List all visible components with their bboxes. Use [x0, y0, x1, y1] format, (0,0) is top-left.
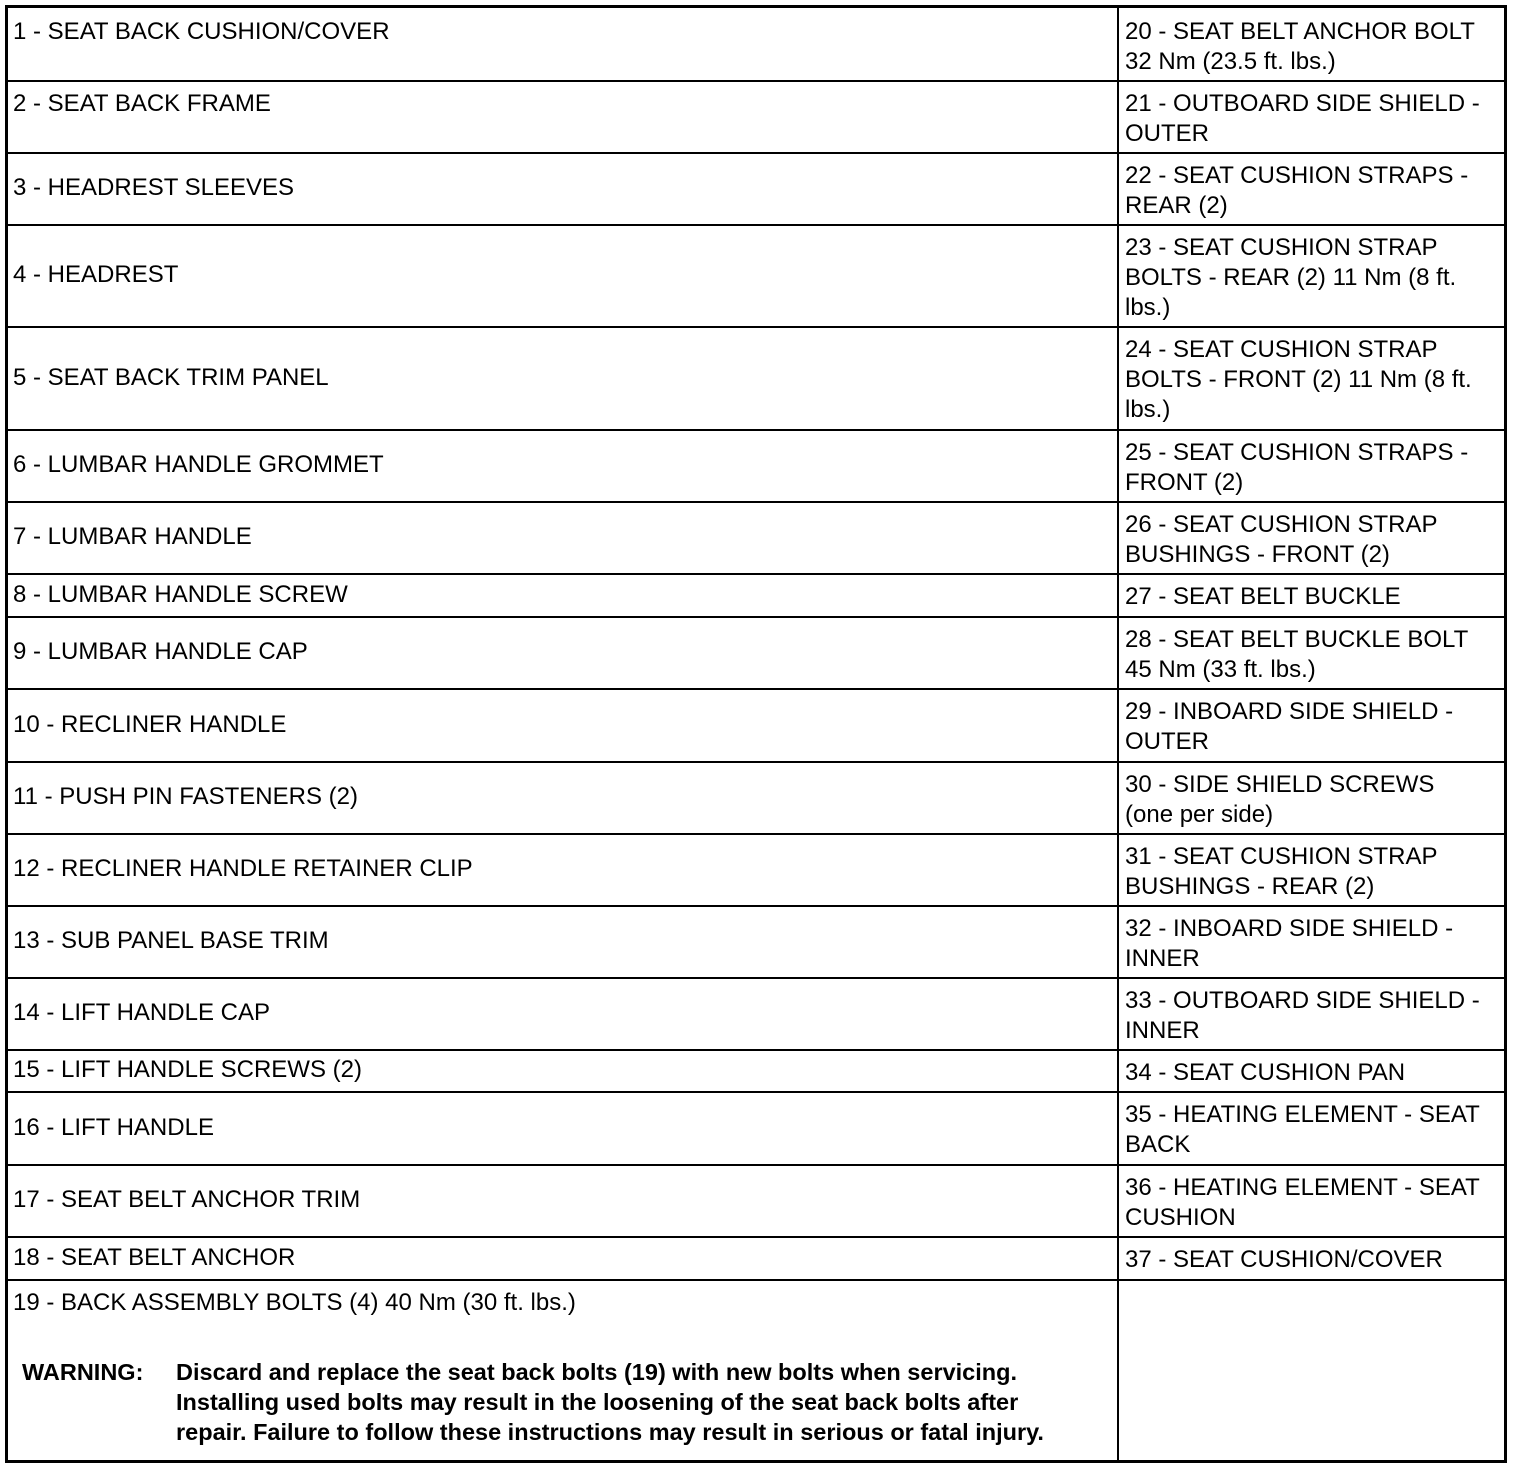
right-cell [1119, 152, 1504, 224]
part-label: 22 - SEAT CUSHION STRAPS - REAR (2) [1125, 162, 1469, 219]
part-label: 25 - SEAT CUSHION STRAPS - FRONT (2) [1125, 439, 1469, 496]
part-label: 37 - SEAT CUSHION/COVER [1125, 1246, 1443, 1273]
left-cell [8, 905, 1119, 977]
table-row [8, 688, 1504, 763]
right-cell-empty [1119, 1279, 1504, 1460]
part-label: 24 - SEAT CUSHION STRAP BOLTS - FRONT (2) 11 Nm (8 ft. lbs.) [1125, 336, 1472, 423]
table-row [8, 616, 1504, 690]
table-row [8, 429, 1504, 503]
table-row [8, 905, 1504, 979]
right-cell [1119, 977, 1504, 1049]
part-label: 4 - HEADREST [13, 261, 179, 288]
part-label: 12 - RECLINER HANDLE RETAINER CLIP [13, 855, 473, 882]
table-row [8, 501, 1504, 575]
part-label: 35 - HEATING ELEMENT - SEAT BACK [1125, 1101, 1480, 1158]
part-label: 5 - SEAT BACK TRIM PANEL [13, 363, 329, 391]
part-label: 2 - SEAT BACK FRAME [13, 90, 271, 117]
right-cell [1119, 616, 1504, 688]
left-cell [8, 833, 1119, 905]
left-cell [8, 977, 1119, 1049]
warning-text: Discard and replace the seat back bolts (19) with new bolts when servicing. Installing used bolts may result in the loosening of the seat back bolts after repair. Failure to follow these instructions may result in serious or fatal injury. [176, 1359, 1044, 1445]
right-cell [1119, 326, 1504, 429]
table-row [8, 152, 1504, 226]
left-cell [8, 152, 1119, 224]
part-label: 1 - SEAT BACK CUSHION/COVER [13, 18, 390, 45]
part-label: 26 - SEAT CUSHION STRAP BUSHINGS - FRONT (2) [1125, 511, 1438, 568]
right-cell [1119, 224, 1504, 326]
part-label: 18 - SEAT BELT ANCHOR [13, 1243, 296, 1271]
part-label: 10 - RECLINER HANDLE [13, 710, 287, 738]
part-label: 15 - LIFT HANDLE SCREWS (2) [13, 1056, 362, 1083]
right-cell [1119, 573, 1504, 616]
part-label: 27 - SEAT BELT BUCKLE [1125, 583, 1401, 610]
table-row [8, 1091, 1504, 1166]
part-label: 13 - SUB PANEL BASE TRIM [13, 927, 329, 954]
right-cell [1119, 1236, 1504, 1279]
part-label: 7 - LUMBAR HANDLE [13, 523, 252, 550]
left-cell [8, 224, 1119, 326]
warning-label: WARNING: [22, 1359, 144, 1385]
part-label: 32 - INBOARD SIDE SHIELD - INNER [1125, 915, 1454, 972]
right-cell [1119, 501, 1504, 573]
table-row [8, 1164, 1504, 1238]
right-cell [1119, 8, 1504, 80]
table-row [8, 326, 1504, 431]
left-cell [8, 1049, 1119, 1091]
left-cell [8, 8, 1119, 80]
part-label: 29 - INBOARD SIDE SHIELD - OUTER [1125, 698, 1454, 755]
left-cell [8, 1091, 1119, 1164]
part-label: 28 - SEAT BELT BUCKLE BOLT 45 Nm (33 ft. lbs.) [1125, 626, 1469, 683]
warning-note [22, 1357, 1112, 1447]
parts-legend-table [5, 5, 1507, 1463]
table-row [8, 1236, 1504, 1281]
left-cell [8, 573, 1119, 616]
table-row [8, 833, 1504, 907]
left-cell [8, 1279, 1119, 1460]
table-row [8, 1279, 1504, 1460]
part-label: 34 - SEAT CUSHION PAN [1125, 1059, 1406, 1086]
table-row [8, 80, 1504, 154]
table-row [8, 8, 1504, 82]
part-label: 8 - LUMBAR HANDLE SCREW [13, 580, 348, 608]
table-row [8, 224, 1504, 328]
part-label: 17 - SEAT BELT ANCHOR TRIM [13, 1186, 361, 1213]
part-label: 11 - PUSH PIN FASTENERS (2) [13, 783, 358, 810]
left-cell [8, 501, 1119, 573]
part-label: 21 - OUTBOARD SIDE SHIELD - OUTER [1125, 90, 1480, 147]
right-cell [1119, 80, 1504, 152]
part-label: 16 - LIFT HANDLE [13, 1113, 214, 1141]
left-cell [8, 80, 1119, 152]
table-row [8, 1049, 1504, 1093]
table-row [8, 977, 1504, 1051]
part-label: 14 - LIFT HANDLE CAP [13, 999, 270, 1026]
right-cell [1119, 1164, 1504, 1236]
right-cell [1119, 688, 1504, 761]
right-cell [1119, 833, 1504, 905]
part-label: 23 - SEAT CUSHION STRAP BOLTS - REAR (2) 11 Nm (8 ft. lbs.) [1125, 234, 1457, 321]
table-row [8, 761, 1504, 835]
part-label: 9 - LUMBAR HANDLE CAP [13, 638, 308, 665]
right-cell [1119, 1049, 1504, 1091]
part-label: 36 - HEATING ELEMENT - SEAT CUSHION [1125, 1174, 1480, 1231]
left-cell [8, 326, 1119, 429]
left-cell [8, 688, 1119, 761]
right-cell [1119, 905, 1504, 977]
part-label: 19 - BACK ASSEMBLY BOLTS (4) 40 Nm (30 ft. lbs.) [13, 1289, 576, 1316]
left-cell [8, 616, 1119, 688]
left-cell [8, 1164, 1119, 1236]
right-cell [1119, 1091, 1504, 1164]
left-cell [8, 429, 1119, 501]
part-label: 6 - LUMBAR HANDLE GROMMET [13, 451, 384, 478]
part-label: 20 - SEAT BELT ANCHOR BOLT 32 Nm (23.5 ft. lbs.) [1125, 18, 1475, 75]
part-label: 31 - SEAT CUSHION STRAP BUSHINGS - REAR (2) [1125, 843, 1438, 900]
table-row [8, 573, 1504, 618]
right-cell [1119, 429, 1504, 501]
right-cell [1119, 761, 1504, 833]
left-cell [8, 1236, 1119, 1279]
left-cell [8, 761, 1119, 833]
part-label: 3 - HEADREST SLEEVES [13, 174, 294, 201]
part-label: 33 - OUTBOARD SIDE SHIELD - INNER [1125, 987, 1480, 1044]
part-label: 30 - SIDE SHIELD SCREWS (one per side) [1125, 771, 1435, 828]
